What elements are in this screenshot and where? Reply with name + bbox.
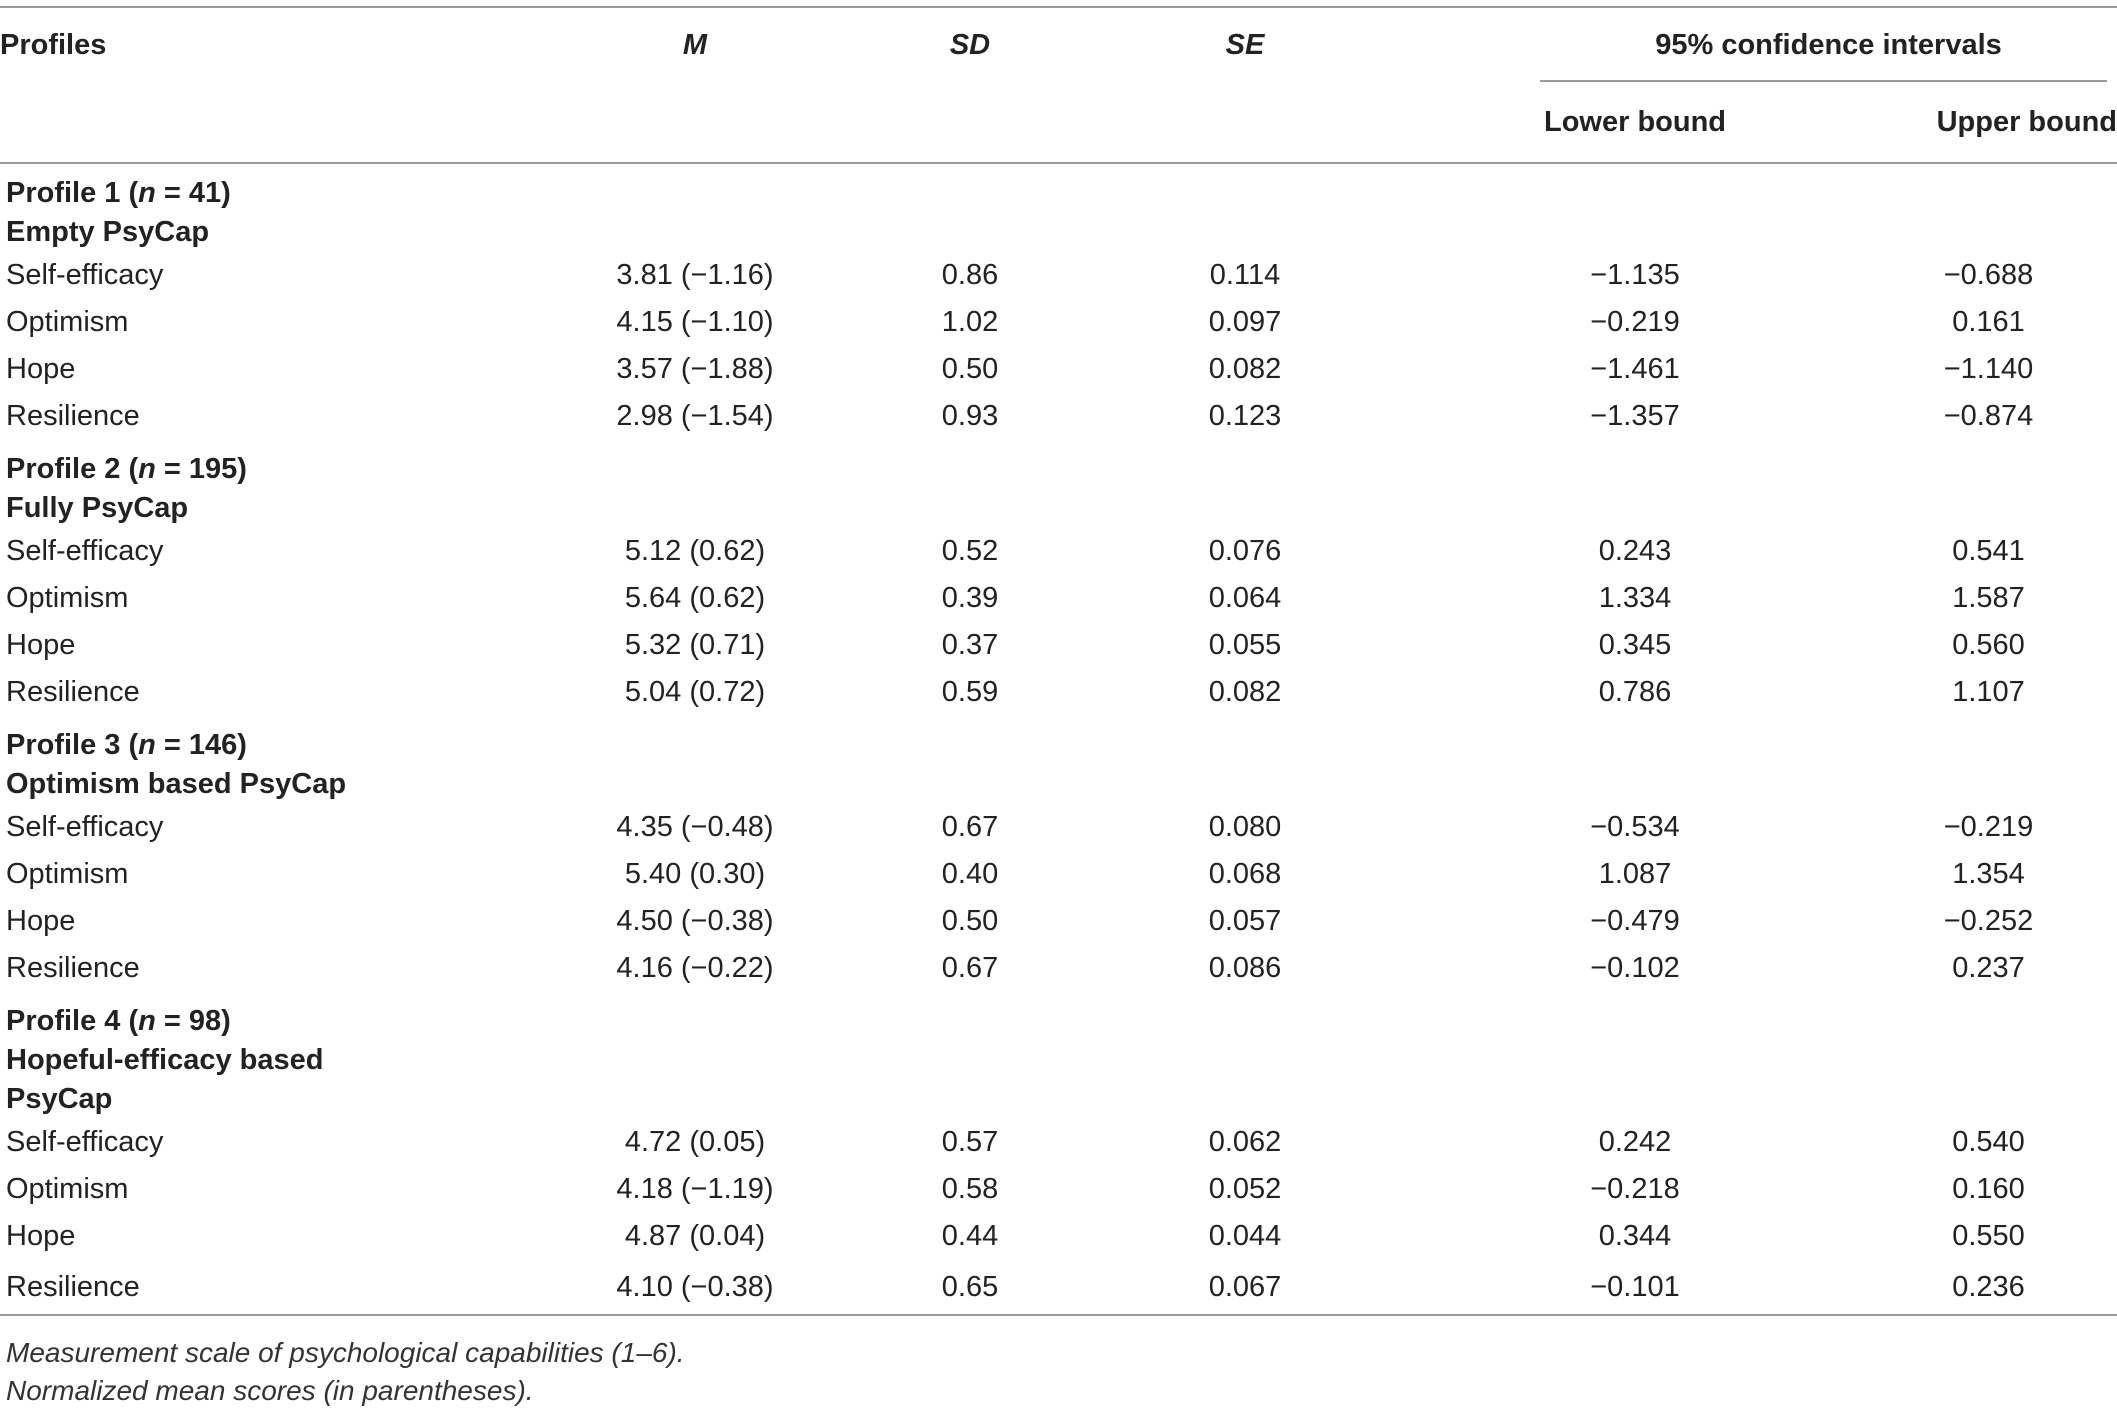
cell-se: 0.062 [1208, 1126, 1282, 1158]
cell-m: 3.57 (−1.88) [616, 353, 774, 385]
cell-se: 0.055 [1208, 629, 1282, 661]
cell-sd: 0.58 [941, 1173, 999, 1205]
cell-sd: 1.02 [941, 306, 999, 338]
cell-sd: 0.50 [941, 353, 999, 385]
cell-se: 0.067 [1110, 1260, 1380, 1315]
cell-lower: −0.218 [1590, 1173, 1680, 1205]
row-label: Hope [6, 353, 76, 385]
table-row [0, 393, 2117, 440]
table-row [0, 528, 2117, 575]
cell-upper: −0.252 [1943, 905, 2034, 937]
cell-se: 0.044 [1208, 1220, 1282, 1252]
cell-m: 5.12 (0.62) [624, 535, 766, 567]
header-ci-label: 95% confidence intervals [1655, 28, 2002, 61]
profile-name: Empty PsyCap [6, 216, 210, 248]
row-label: Resilience [6, 676, 140, 708]
row-label: Self-efficacy [6, 1126, 164, 1158]
table-row [0, 1119, 2117, 1166]
header-lower-bound: Lower bound [1380, 82, 1730, 163]
cell-sd: 0.57 [941, 1126, 999, 1158]
cell-lower: −0.219 [1590, 306, 1680, 338]
row-label: Optimism [6, 582, 129, 614]
table-row [0, 669, 2117, 716]
cell-m: 4.35 (−0.48) [616, 811, 774, 843]
cell-lower: 0.242 [1598, 1126, 1672, 1158]
cell-se: 0.076 [1208, 535, 1282, 567]
cell-se: 0.064 [1208, 582, 1282, 614]
header-upper-bound: Upper bound [1730, 82, 2117, 163]
profile-title: Profile 4 (n = 98) [6, 1005, 231, 1037]
cell-se: 0.082 [1208, 676, 1282, 708]
cell-sd: 0.59 [941, 676, 999, 708]
cell-lower: 1.087 [1598, 858, 1672, 890]
cell-lower: −1.461 [1590, 353, 1680, 385]
row-label: Resilience [6, 952, 140, 984]
table-body [0, 163, 2117, 1315]
cell-upper: 1.107 [1952, 676, 2025, 708]
profile-title: Profile 3 (n = 146) [6, 729, 247, 761]
cell-upper: 0.541 [1952, 535, 2025, 567]
cell-se: 0.080 [1208, 811, 1282, 843]
cell-m: 4.87 (0.04) [624, 1220, 766, 1252]
table-row [0, 851, 2117, 898]
row-label: Self-efficacy [6, 259, 164, 291]
cell-upper: 0.161 [1952, 306, 2025, 338]
table-row [0, 1260, 2117, 1315]
profile-group-header [0, 440, 2117, 528]
cell-lower: 0.243 [1598, 535, 1672, 567]
cell-lower: −0.102 [1590, 952, 1680, 984]
row-label: Self-efficacy [6, 535, 164, 567]
table-row [0, 945, 2117, 992]
cell-sd: 0.67 [941, 952, 999, 984]
row-label: Hope [6, 629, 76, 661]
cell-lower: −1.135 [1590, 259, 1680, 291]
cell-se: 0.057 [1208, 905, 1282, 937]
cell-lower: 0.345 [1598, 629, 1672, 661]
cell-lower: −0.479 [1590, 905, 1680, 937]
cell-lower: −0.101 [1380, 1260, 1730, 1315]
table-row [0, 622, 2117, 669]
header-confidence-intervals [1380, 7, 2117, 82]
cell-m: 3.81 (−1.16) [616, 259, 774, 291]
cell-upper: 1.587 [1952, 582, 2025, 614]
cell-sd: 0.39 [941, 582, 999, 614]
table-row [0, 346, 2117, 393]
cell-lower: −0.534 [1590, 811, 1680, 843]
profile-title: Profile 2 (n = 195) [6, 453, 247, 485]
cell-m: 4.72 (0.05) [624, 1126, 766, 1158]
profile-name: Fully PsyCap [6, 492, 189, 524]
cell-upper: 0.550 [1952, 1220, 2025, 1252]
profile-group-header [0, 716, 2117, 804]
cell-se: 0.086 [1208, 952, 1282, 984]
profile-title: Profile 1 (n = 41) [6, 177, 231, 209]
cell-sd: 0.40 [941, 858, 999, 890]
cell-sd: 0.86 [941, 259, 999, 291]
profile-name: Optimism based PsyCap [6, 768, 347, 800]
row-label: Optimism [6, 858, 129, 890]
cell-upper: 0.236 [1730, 1260, 2117, 1315]
table-row [0, 898, 2117, 945]
cell-m: 4.50 (−0.38) [616, 905, 774, 937]
cell-sd: 0.44 [941, 1220, 999, 1252]
cell-m: 4.10 (−0.38) [560, 1260, 830, 1315]
cell-se: 0.082 [1208, 353, 1282, 385]
row-label: Self-efficacy [6, 811, 164, 843]
cell-se: 0.097 [1208, 306, 1282, 338]
cell-m: 4.16 (−0.22) [616, 952, 774, 984]
row-label: Optimism [6, 306, 129, 338]
table-row [0, 804, 2117, 851]
table-footnotes [6, 1334, 685, 1410]
cell-m: 5.64 (0.62) [624, 582, 766, 614]
cell-m: 5.04 (0.72) [624, 676, 766, 708]
cell-se: 0.123 [1208, 400, 1282, 432]
table-row [0, 575, 2117, 622]
row-label: Hope [6, 1220, 76, 1252]
row-label: Resilience [6, 400, 140, 432]
header-se: SE [1110, 7, 1380, 82]
cell-sd: 0.37 [941, 629, 999, 661]
cell-m: 4.15 (−1.10) [616, 306, 774, 338]
cell-lower: 0.344 [1598, 1220, 1672, 1252]
cell-se: 0.068 [1208, 858, 1282, 890]
cell-upper: −0.874 [1943, 400, 2034, 432]
cell-upper: 0.560 [1952, 629, 2025, 661]
header-sd: SD [830, 7, 1110, 82]
table-row [0, 299, 2117, 346]
cell-sd: 0.67 [941, 811, 999, 843]
cell-upper: 0.237 [1952, 952, 2025, 984]
cell-m: 5.32 (0.71) [624, 629, 766, 661]
cell-se: 0.052 [1208, 1173, 1282, 1205]
cell-se: 0.114 [1209, 259, 1281, 291]
row-label: Optimism [6, 1173, 129, 1205]
profile-group-header [0, 163, 2117, 252]
cell-sd: 0.93 [941, 400, 999, 432]
header-m: M [560, 7, 830, 82]
cell-m: 2.98 (−1.54) [616, 400, 774, 432]
cell-lower: −1.357 [1590, 400, 1680, 432]
row-label: Resilience [0, 1260, 560, 1315]
cell-upper: 0.160 [1952, 1173, 2025, 1205]
psycap-profiles-table [0, 6, 2117, 1316]
ci-divider [1540, 80, 2107, 82]
profile-name-line2: PsyCap [6, 1083, 113, 1115]
cell-lower: 1.334 [1598, 582, 1672, 614]
cell-sd: 0.65 [830, 1260, 1110, 1315]
cell-upper: −0.219 [1943, 811, 2034, 843]
profile-name-line1: Hopeful-efficacy based [6, 1044, 324, 1076]
cell-sd: 0.52 [941, 535, 999, 567]
cell-upper: −0.688 [1943, 259, 2034, 291]
profile-group-header [0, 992, 2117, 1119]
cell-m: 4.18 (−1.19) [616, 1173, 774, 1205]
cell-m: 5.40 (0.30) [624, 858, 766, 890]
cell-upper: 1.354 [1952, 858, 2025, 890]
table-row [0, 252, 2117, 299]
footnote-scale: Measurement scale of psychological capabilities (1–6). [6, 1337, 685, 1368]
row-label: Hope [6, 905, 76, 937]
header-profiles: Profiles [0, 7, 560, 82]
table-row [0, 1166, 2117, 1213]
cell-lower: 0.786 [1598, 676, 1672, 708]
table-row [0, 1213, 2117, 1260]
cell-upper: −1.140 [1943, 353, 2034, 385]
footnote-normalized: Normalized mean scores (in parentheses). [6, 1375, 534, 1406]
cell-sd: 0.50 [941, 905, 999, 937]
table-header [0, 7, 2117, 163]
cell-upper: 0.540 [1952, 1126, 2025, 1158]
